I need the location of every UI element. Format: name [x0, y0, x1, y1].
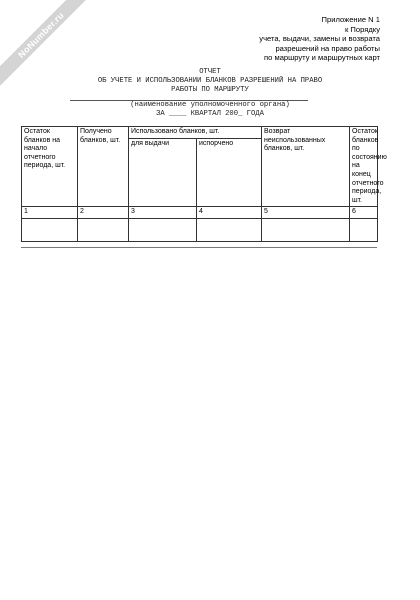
col-number-3: 3 — [129, 207, 197, 219]
title-line-2: ОБ УЧЕТЕ И ИСПОЛЬЗОВАНИИ БЛАНКОВ РАЗРЕШЕНИЙ НА ПРАВО — [97, 77, 323, 85]
empty-cell-2 — [78, 218, 129, 241]
empty-cell-1 — [22, 218, 78, 241]
header-used-group: Использовано бланков, шт. — [129, 127, 262, 139]
col-number-6: 6 — [350, 207, 378, 219]
table-header-row — [22, 127, 378, 139]
header-used-spoiled: испорчено — [197, 138, 262, 207]
report-title — [0, 68, 420, 95]
col-number-2: 2 — [78, 207, 129, 219]
header-received: Получено бланков, шт. — [78, 127, 129, 207]
title-line-3: РАБОТЫ ПО МАРШРУТУ — [171, 86, 249, 94]
appendix-line-5: по маршруту и маршрутных карт — [264, 53, 380, 63]
header-returned: Возврат неиспользованных бланков, шт. — [262, 127, 350, 207]
title-line-1: ОТЧЕТ — [199, 68, 221, 76]
col-number-4: 4 — [197, 207, 262, 219]
appendix-note — [180, 15, 380, 63]
col-number-1: 1 — [22, 207, 78, 219]
authority-caption-text: (наименование уполномоченного органа) — [130, 101, 290, 109]
empty-cell-5 — [262, 218, 350, 241]
authority-caption — [0, 101, 420, 119]
header-end-balance: Остаток бланков по состоянию на конец отчетного периода, шт. — [350, 127, 378, 207]
empty-cell-6 — [350, 218, 378, 241]
report-table — [21, 126, 387, 242]
appendix-line-1: Приложение N 1 — [321, 15, 380, 24]
empty-cell-3 — [129, 218, 197, 241]
footer-divider — [21, 247, 377, 248]
col-number-5: 5 — [262, 207, 350, 219]
table-number-row — [22, 207, 378, 219]
appendix-line-2: к Порядку — [345, 24, 380, 34]
table-empty-row — [22, 218, 378, 241]
appendix-line-3: учета, выдачи, замены и возврата — [259, 34, 380, 44]
report-period: ЗА ____ КВАРТАЛ 200_ ГОДА — [156, 110, 264, 118]
header-used-issued: для выдачи — [129, 138, 197, 207]
header-start-balance: Остаток бланков на начало отчетного периода, шт. — [22, 127, 78, 207]
empty-cell-4 — [197, 218, 262, 241]
watermark-text: NoNumber.ru — [0, 0, 90, 90]
appendix-line-4: разрешений на право работы — [275, 43, 380, 53]
